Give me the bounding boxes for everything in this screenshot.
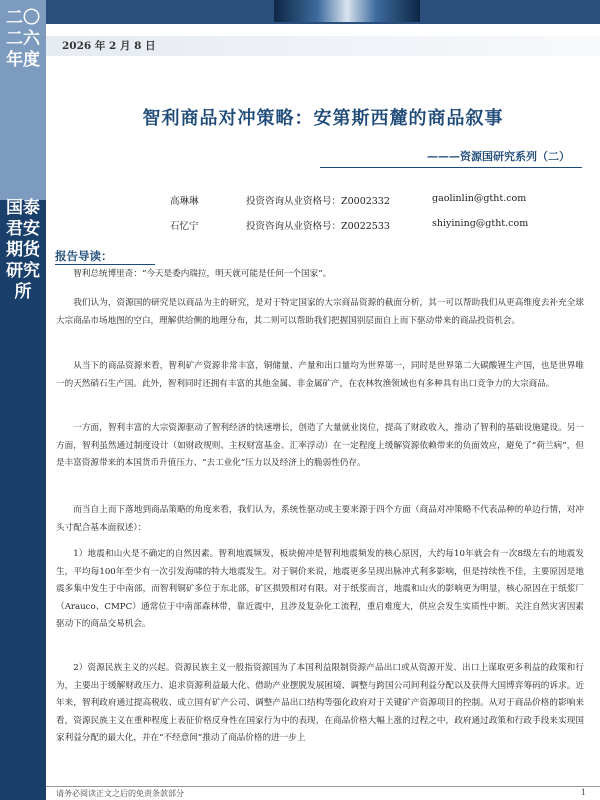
banner-image — [274, 0, 420, 22]
year-label: 二〇二六年度 — [6, 8, 40, 70]
page-number: 1 — [580, 788, 586, 797]
top-banner — [46, 0, 600, 24]
author-name: 石忆宁 — [170, 221, 199, 232]
footer-disclaimer: 请务必阅读正文之后的免责条款部分 — [56, 789, 184, 798]
section-underline — [55, 264, 155, 265]
footer-divider — [46, 786, 600, 787]
report-subtitle: ———资源国研究系列（二） — [427, 150, 570, 163]
author-cert: 投资咨询从业资格号：Z0022533 — [246, 221, 390, 232]
paragraph: 1）地震和山火是不确定的自然因素。智利地震频发，板块俯冲是智利地震频发的核心原因，大约每10年就会有一次8级左右的地震发生，平均每100年至少有一次引发海啸的特大地震发生。对于铜价来说，地震更多呈现出脉冲式利多影响，但是持续性不佳，主要原因是地震多集中发生于中南部，而智利铜矿多位于东北部，矿区损毁相对有限。对于纸浆而言，地震和山火的影响更为明显，核心原因在于纸浆厂（Arauco、CMPC）通常位于中南部森林带，靠近震中，且涉及复杂化工流程，重启难度大，供应会发生实质性中断。关注自然灾害因素驱动下的商品交易机会。 — [56, 549, 584, 629]
author-cert: 投资咨询从业资格号：Z0002332 — [246, 196, 390, 207]
paragraph: 而当自上而下落地到商品策略的角度来看，我们认为，系统性驱动或主要来源于四个方面（商品对冲策略不代表品种的单边行情，对冲头寸配合基本面叙述）： — [56, 505, 584, 533]
author-email[interactable]: gaolinlin@gtht.com — [432, 193, 527, 204]
section-heading: 报告导读： — [55, 249, 113, 263]
org-label: 国泰君安期货研究所 — [6, 198, 40, 302]
sidebar — [0, 0, 46, 800]
report-title: 智利商品对冲策略：安第斯西麓的商品叙事 — [142, 108, 504, 129]
author-row — [0, 193, 600, 207]
paragraph: 从当下的商品资源来看，智利矿产资源非常丰富，铜储量、产量和出口量均为世界第一，同时是世界第二大碳酸锂生产国，也是世界唯一的天然硝石生产国。此外，智利同时还拥有丰富的其他金属、非金属矿产，在农林牧渔领域也有多种具有出口竞争力的大宗商品。 — [56, 361, 584, 389]
paragraph: 智利总统博里奇：“今天是委内瑞拉，明天就可能是任何一个国家”。 — [73, 269, 332, 279]
paragraph: 一方面，智利丰富的大宗资源驱动了智利经济的快速增长，创造了大量就业岗位，提高了财政收入，推动了智利的基础设施建设。另一方面，智利虽然通过制度设计（如财政规则、主权财富基金、汇率浮动）在一定程度上缓解资源依赖带来的负面效应，避免了“荷兰病”，但是丰富资源带来的本国货币升值压力、“去工业化”压力以及经济上的脆弱性仍存。 — [56, 423, 584, 468]
author-email[interactable]: shiyining@gtht.com — [432, 218, 529, 229]
paragraph: 2）资源民族主义的兴起。资源民族主义一般指资源国为了本国利益限制资源产品出口或从资源开发、出口上谋取更多利益的政策和行为，主要出于缓解财政压力、追求资源利益最大化、借助产业摆脱发展困境、调整与跨国公司间利益分配以及获得大国博弈筹码的诉求。近年来，智利政府通过提高税收、成立国有矿产公司、调整产品出口结构等强化政府对于关键矿产资源项目的控制。从对于商品价格的影响来看，资源民族主义在重种程度上表征价格反身性在国家行为中的表现，在商品价格大幅上涨的过程之中，政府通过政策和行政手段来实现国家利益分配的最大化，并在“不经意间”推动了商品价格的进一步上 — [56, 663, 584, 743]
subtitle-divider — [320, 167, 582, 168]
author-row — [0, 218, 600, 232]
author-name: 高琳琳 — [170, 196, 199, 207]
report-date: 2026 年 2 月 8 日 — [62, 40, 156, 52]
paragraph: 我们认为，资源国的研究是以商品为主的研究，是对于特定国家的大宗商品资源的截面分析，其一可以帮助我们从更高维度去补充全球大宗商品市场地图的空白，理解供给侧的地理分布，其二则可以帮助我们把握国别层面自上而下驱动带来的商品投资机会。 — [56, 298, 584, 326]
